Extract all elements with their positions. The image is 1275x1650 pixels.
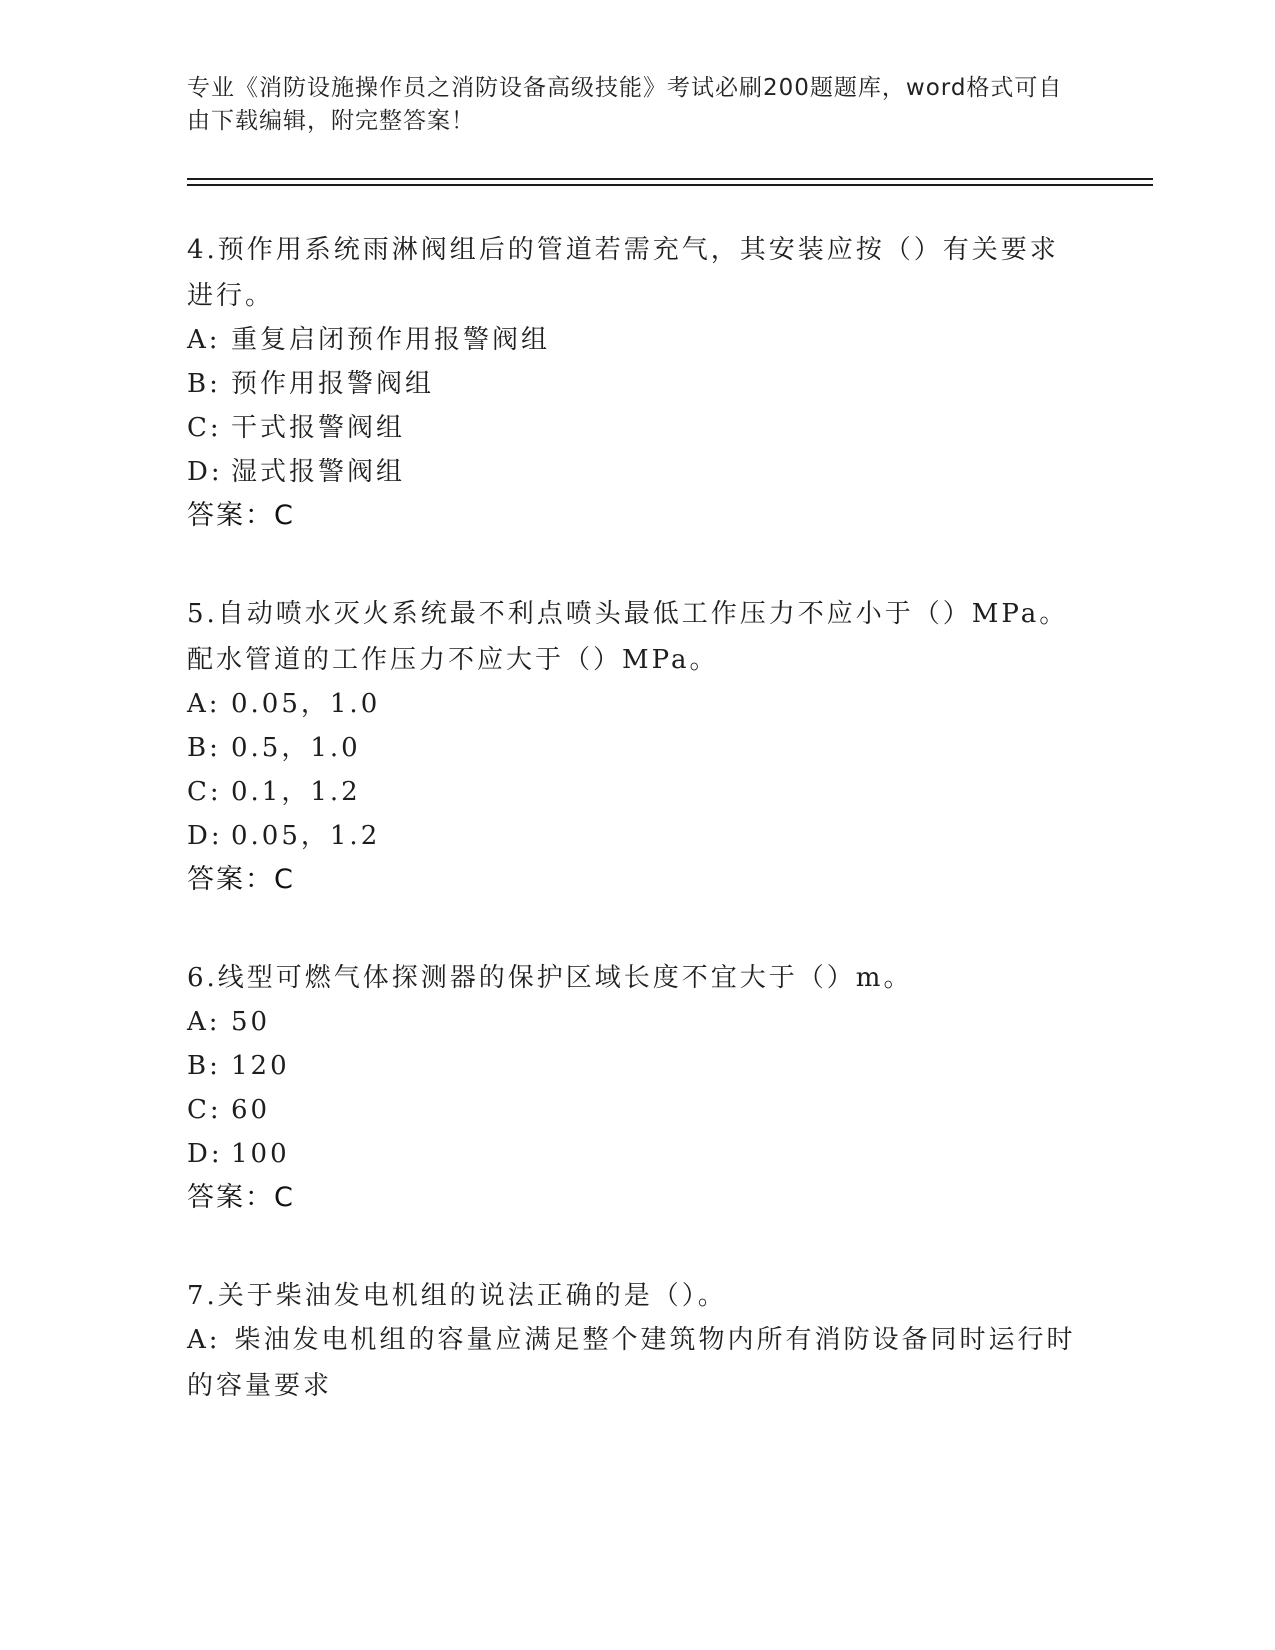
option-text: 0.5，1.0 (231, 733, 361, 763)
question-5-option-d (187, 813, 1077, 859)
option-text: 0.05，1.2 (231, 821, 381, 851)
question-5-option-a (187, 681, 1077, 727)
option-text: 50 (231, 1007, 271, 1037)
question-4-option-d (187, 449, 1077, 495)
question-7-stem: 7.关于柴油发电机组的说法正确的是（）。 (187, 1281, 727, 1311)
question-6-option-b (187, 1043, 1077, 1089)
option-letter: B: (187, 369, 221, 399)
option-letter: B: (187, 733, 221, 763)
question-5-option-b (187, 725, 1077, 771)
option-letter: A: (187, 689, 221, 719)
option-letter: D: (187, 457, 223, 487)
question-4-answer: 答案：C (187, 500, 295, 531)
option-text: 100 (231, 1139, 290, 1169)
option-text: 重复启闭预作用报警阀组 (231, 325, 551, 355)
option-letter: A: (187, 1007, 221, 1037)
option-text: 湿式报警阀组 (231, 457, 406, 487)
option-text: 0.05，1.0 (231, 689, 381, 719)
question-4-option-a (187, 317, 1077, 363)
question-4-option-c (187, 405, 1077, 451)
question-5-answer: 答案：C (187, 864, 295, 895)
question-6-stem: 6.线型可燃气体探测器的保护区域长度不宜大于（）m。 (187, 963, 913, 993)
option-text: 60 (231, 1095, 271, 1125)
option-text: 柴油发电机组的容量应满足整个建筑物内所有消防设备同时运行时的容量要求 (187, 1325, 1076, 1401)
question-6-option-c (187, 1087, 1077, 1133)
question-5-stem: 5.自动喷水灭火系统最不利点喷头最低工作压力不应小于（）MPa。配水管道的工作压力不应大于（）MPa。 (187, 599, 1069, 675)
option-text: 120 (231, 1051, 290, 1081)
question-5-option-c (187, 769, 1077, 815)
option-text: 0.1，1.2 (231, 777, 361, 807)
option-text: 干式报警阀组 (231, 413, 406, 443)
option-letter: C: (187, 1095, 222, 1125)
question-4-option-b (187, 361, 1077, 407)
question-6-option-d (187, 1131, 1077, 1177)
option-letter: D: (187, 1139, 223, 1169)
option-letter: A: (187, 1325, 221, 1355)
option-letter: B: (187, 1051, 221, 1081)
option-letter: C: (187, 777, 222, 807)
option-letter: A: (187, 325, 221, 355)
option-letter: C: (187, 413, 222, 443)
option-text: 预作用报警阀组 (231, 369, 435, 399)
question-6-answer: 答案：C (187, 1182, 295, 1213)
question-4-stem: 4.预作用系统雨淋阀组后的管道若需充气，其安装应按（）有关要求进行。 (187, 235, 1059, 311)
document-header: 专业《消防设施操作员之消防设备高级技能》考试必刷200题题库，word格式可自由下载编辑，附完整答案！ (187, 75, 1063, 134)
question-7-option-a (187, 1317, 1077, 1409)
header-divider-top (187, 178, 1153, 180)
header-divider-bottom (187, 184, 1153, 186)
option-letter: D: (187, 821, 223, 851)
question-6-option-a (187, 999, 1077, 1045)
